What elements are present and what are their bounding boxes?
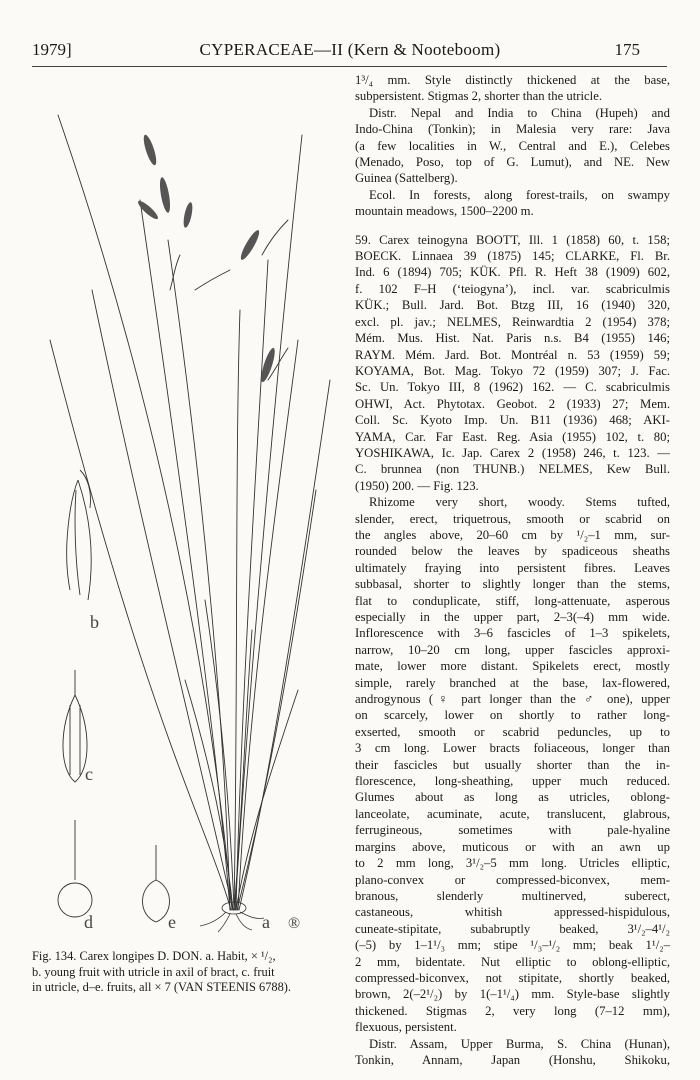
text-line: simple, rarely branched at the base, lax-flowered, (355, 675, 670, 690)
detail-c (63, 670, 87, 782)
text-line: plano-convex or compressed-biconvex, mem- (355, 872, 670, 887)
running-title: CYPERACEAE—II (Kern & Nooteboom) (199, 40, 501, 59)
text-line: BOECK. Linnaea 39 (1875) 145; CLARKE, Fl. Br. (355, 249, 670, 264)
label-e: e (168, 912, 176, 932)
text-line: Glumes about as long as utricles, oblong- (355, 790, 670, 805)
header-rule (32, 66, 667, 67)
text-line: 59. Carex teinogyna BOOTT, Ill. 1 (1858) 60, t. 158; (355, 232, 670, 247)
text-line: KOYAMA, Bot. Mag. Tokyo 72 (1959) 307; J. Fac. (355, 363, 670, 378)
text-line: Ecol. In forests, along forest-trails, on swampy (369, 187, 670, 202)
label-a: a (262, 912, 270, 932)
text-line: 3 cm long. Lower bracts foliaceous, longer than (355, 741, 670, 756)
text-line: excl. pl. jav.; NELMES, Reinwardtia 2 (1954) 378; (355, 314, 670, 329)
text-line: castaneous, whitish appressed-hispidulous, (355, 905, 670, 920)
text-line: the angles above, 20–60 cm by ¹/₂–1 mm, sur- (355, 527, 670, 542)
text-line: florescence, long-sheathing, upper much reduced. (355, 774, 670, 789)
text-line: YAMA, Car. Far East. Reg. Asia (1955) 102, t. 80; (355, 429, 670, 444)
text-line: cuneate-stipitate, subabruptly beaked, 3¹/₂–4¹/₂ (355, 921, 670, 936)
label-c: c (85, 764, 93, 784)
text-line: androgynous (♀ part longer than the ♂ one), upper (355, 692, 670, 707)
text-line: Coll. Sc. Kyoto Imp. Un. B11 (1936) 468; AKI- (355, 413, 670, 428)
text-line: mountain meadows, 1500–2200 m. (355, 204, 534, 219)
text-line: KÜK.; Bull. Jard. Bot. Btzg III, 16 (1940) 320, (355, 298, 670, 313)
text-line: 1³/₄ mm. Style distinctly thickened at the base, (355, 73, 670, 87)
text-line: Distr. Assam, Upper Burma, S. China (Hunan), (369, 1036, 670, 1051)
text-line: subpersistent. Stigmas 2, shorter than the utricle. (355, 89, 603, 104)
label-b: b (90, 612, 99, 632)
habit-drawing (50, 115, 330, 910)
text-column (355, 72, 670, 1068)
running-header (30, 34, 670, 60)
ecology-paragraph (355, 187, 670, 220)
description-paragraph (355, 494, 670, 1035)
text-line: YOSHIKAWA, Ic. Jap. Carex 2 (1958) 246, t. 123. — (355, 445, 670, 460)
text-line: rounded below the leaves by spadiceous sheaths (355, 544, 670, 559)
registered-mark: ® (288, 915, 301, 932)
text-line: flat to conduplicate, stiff, long-attenuate, asperous (355, 593, 670, 608)
figure-caption (32, 949, 348, 996)
text-line: (Menado, Poso, top of G. Lumut), and NE. New (355, 155, 670, 170)
text-line: especially in the upper part, 2–3(–4) mm wide. (355, 610, 670, 624)
text-line: Sc. Un. Tokyo III, 8 (1962) 162. — C. scabriculmis (355, 380, 670, 395)
text-line: (–5) by 1–1¹/₃ mm; stipe ¹/₃–¹/₂ mm; beak 1¹/₂– (355, 938, 670, 953)
text-line: narrow, 10–20 cm long, upper fascicles approxi- (355, 642, 670, 657)
text-line: f. 102 F–H (‘teiogyna’), incl. var. scabriculmis (355, 281, 670, 296)
intro-paragraph (355, 72, 670, 105)
text-line: margins above, muticous or with an awn up (355, 839, 670, 854)
text-line: thickened. Stigmas 2, very long (7–12 mm), (355, 1003, 670, 1018)
text-line: to 2 mm long, 3¹/₂–5 mm long. Utricles elliptic, (355, 856, 670, 871)
text-line: flexuous, persistent. (355, 1020, 457, 1035)
text-line: ultimately fraying into persistent fibres. Leaves (355, 560, 670, 575)
spikelets (136, 134, 277, 384)
caption-line: in utricle, d–e. fruits, all × 7 (VAN STEENIS 6788). (32, 980, 292, 994)
text-line: on scarcely, lower on shortly to rather long- (355, 708, 670, 723)
text-line: (a few localities in W., Central and E.), Celebes (355, 138, 670, 153)
page-number: 175 (614, 40, 640, 59)
figure-134 (30, 80, 350, 940)
text-line: Rhizome very short, woody. Stems tufted, (369, 495, 670, 510)
text-line: OHWI, Act. Phytotax. Geobot. 2 (1933) 27; Mem. (355, 396, 670, 411)
label-d: d (84, 912, 93, 932)
text-line: Mém. Mus. Hist. Nat. Paris n.s. B4 (1955) 146; (355, 331, 670, 346)
distribution-paragraph (355, 105, 670, 187)
text-line: lanceolate, acuminate, acute, translucent, glabrous, (355, 806, 670, 821)
text-line: compressed-biconvex, not stipitate, shortly beaked, (355, 970, 670, 985)
text-line: brown, 2(–2¹/₂) by 1(–1¹/₄) mm. Style-base slightly (355, 987, 670, 1002)
text-line: their fascicles but usually shorter than the in- (355, 757, 670, 772)
text-line: branous, slenderly multinerved, suberect, (355, 888, 670, 903)
text-line: Tonkin, Annam, Japan (Honshu, Shikoku, (355, 1052, 670, 1067)
text-line: Ind. 6 (1894) 705; KÜK. Pfl. R. Heft 38 (1909) 602, (355, 265, 670, 280)
text-line: mate, lower more distant. Spikelets erect, mostly (355, 659, 670, 674)
text-line: RAYM. Mém. Jard. Bot. Montréal n. 53 (1959) 59; (355, 347, 670, 362)
text-line: Inflorescence with 3–6 fascicles of 1–3 spikelets, (355, 626, 670, 641)
botanical-illustration (30, 80, 350, 940)
text-line: Indo-China (Tonkin); in Malesia very rare: Java (355, 122, 670, 137)
text-line: 2 mm, bidentate. Nut elliptic to oblong-elliptic, (355, 954, 670, 969)
distribution-paragraph-2 (355, 1036, 670, 1069)
text-line: exserted, smooth or scabrid peduncles, up to (355, 724, 670, 739)
year-label: 1979] (32, 40, 72, 59)
text-line: C. brunnea (non THUNB.) NELMES, Kew Bull. (355, 462, 670, 477)
detail-e (143, 845, 170, 922)
caption-line: Fig. 134. Carex longipes D. DON. a. Habit, × ¹/₂, (32, 949, 276, 963)
text-line: Distr. Nepal and India to China (Hupeh) and (369, 105, 670, 120)
text-line: ferrugineous, sometimes with pale-hyaline (355, 823, 670, 838)
text-line: slender, erect, triquetrous, smooth or scabrid on (355, 511, 670, 526)
detail-d (58, 820, 92, 917)
text-line: (1950) 200. — Fig. 123. (355, 478, 479, 493)
text-line: subbasal, shorter to slightly longer than the stems, (355, 577, 670, 592)
text-line: Guinea (Sattelberg). (355, 171, 458, 186)
species-citation (355, 232, 670, 495)
detail-b (67, 470, 92, 600)
caption-line: b. young fruit with utricle in axil of bract, c. fruit (32, 964, 275, 979)
